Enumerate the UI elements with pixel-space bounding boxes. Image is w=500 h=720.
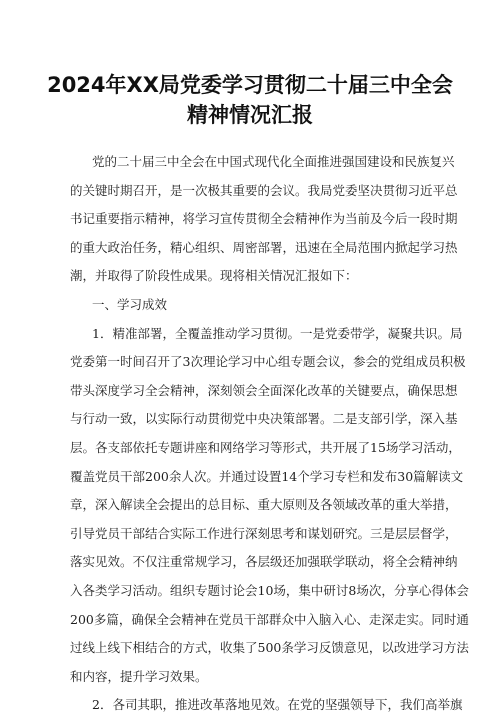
paragraph-line: 党的二十届三中全会在中国式现代化全面推进强国建设和民族复兴	[92, 154, 455, 169]
paragraph-line: 引导党员干部结合实际工作进行深刻思考和谋划研究。三是层层督学，	[70, 525, 458, 541]
paragraph-line: 2．各司其职，推进改革落地见效。在党的坚强领导下，我们高举旗	[92, 697, 463, 713]
paragraph-line: 和内容，提升学习效果。	[70, 668, 208, 684]
paragraph-line: 的重大政治任务，精心组织、周密部署，迅速在全局范围内掀起学习热	[70, 239, 458, 255]
paragraph-line: 入各类学习活动。组织专题讨论会10场，集中研讨8场次，分享心得体会	[70, 582, 469, 598]
paragraph-line: 1．精准部署，全覆盖推动学习贯彻。一是党委带学，凝聚共识。局	[92, 325, 463, 341]
document-title-line-1: 2024年XX局党委学习贯彻二十届三中全会	[47, 73, 453, 97]
paragraph-line: 过线上线下相结合的方式，收集了500条学习反馈意见，以改进学习方法	[70, 640, 469, 656]
paragraph-line: 覆盖党员干部200余人次。并通过设置14个学习专栏和发布30篇解读文	[70, 468, 464, 484]
paragraph-line: 落实见效。不仅注重常规学习，各层级还加强联学联动，将全会精神纳	[70, 554, 458, 570]
paragraph-line: 党委第一时间召开了3次理论学习中心组专题会议，参会的党组成员积极	[70, 354, 466, 370]
paragraph-line: 200多篇，确保全会精神在党员干部群众中入脑入心、走深走实。同时通	[70, 611, 469, 627]
paragraph-line: 与行动一致，以实际行动贯彻党中央决策部署。二是支部引学，深入基	[70, 411, 458, 427]
section-heading: 一、学习成效	[92, 296, 168, 312]
paragraph-line: 的关键时期召开，是一次极其重要的会议。我局党委坚决贯彻习近平总	[70, 182, 458, 198]
paragraph-line: 书记重要指示精神，将学习宣传贯彻全会精神作为当前及今后一段时期	[70, 211, 458, 227]
document-title-line-2: 精神情况汇报	[187, 103, 313, 127]
paragraph-line: 章，深入解读全会提出的总目标、重大原则及各领域改革的重大举措，	[70, 497, 458, 513]
document-body	[70, 148, 469, 720]
paragraph-line: 层。各支部依托专题讲座和网络学习等形式，共开展了15场学习活动，	[70, 439, 461, 455]
paragraph-line: 潮，并取得了阶段性成果。现将相关情况汇报如下：	[70, 268, 358, 284]
paragraph-line: 带头深度学习全会精神，深刻领会全面深化改革的关键要点，确保思想	[70, 382, 458, 398]
